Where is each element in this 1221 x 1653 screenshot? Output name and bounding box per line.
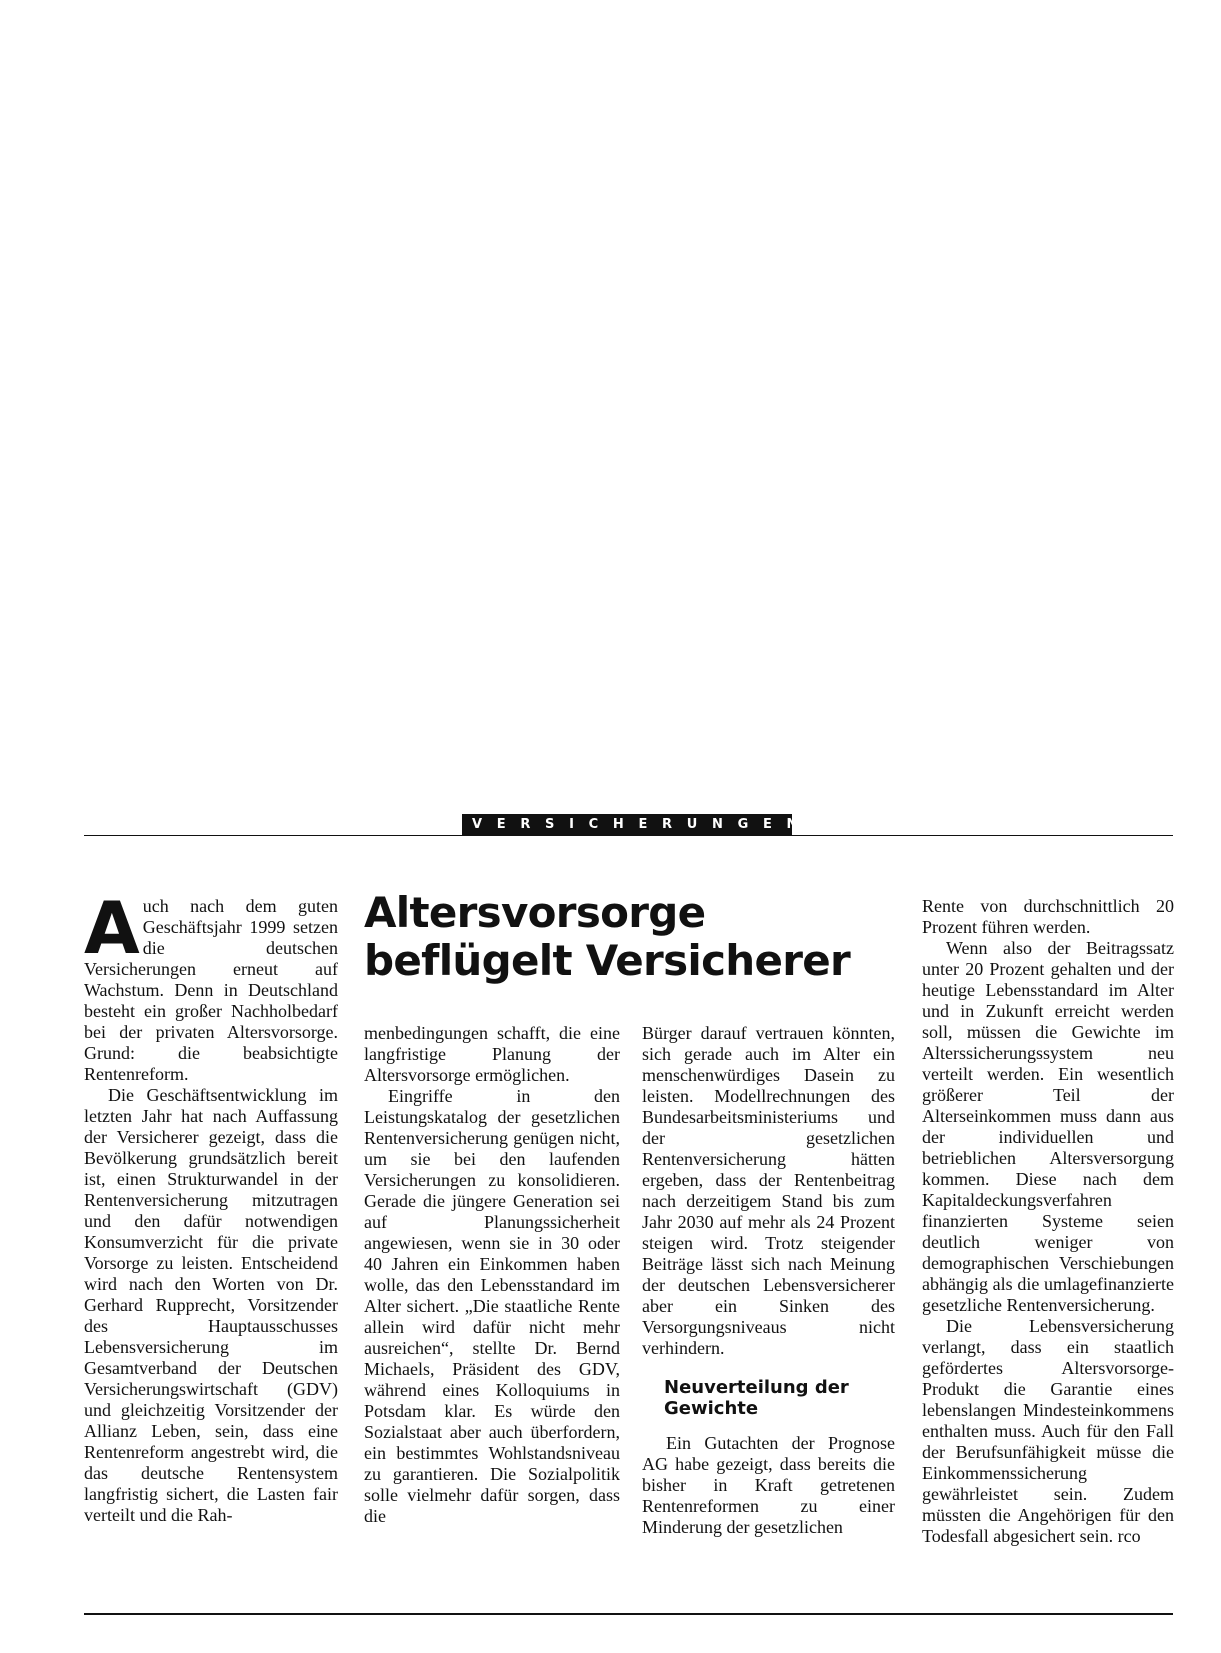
body-paragraph: Rente von durchschnittlich 20 Prozent führen werden.: [922, 896, 1174, 937]
top-rule: [84, 835, 1173, 836]
body-paragraph: Ein Gutachten der Prognose AG habe gezeigt, dass bereits die bisher in Kraft getretenen Rentenreformen zu einer Minderung der gesetzlichen: [642, 1433, 895, 1537]
body-paragraph: Bürger darauf vertrauen könnten, sich gerade auch im Alter ein menschenwürdiges Dasein zu leisten. Modellrechnungen des Bundesarbeitsministeriums und der gesetzlichen Rentenversicherung hätten ergeben, dass der Rentenbeitrag nach derzeitigem Stand bis zum Jahr 2030 auf mehr als 24 Prozent steigen wird. Trotz steigender Beiträge lässt sich nach Meinung der deutschen Lebensversicherer aber ein Sinken des Versorgungsniveaus nicht verhindern.: [642, 1023, 895, 1358]
section-label: VERSICHERUNGEN: [462, 814, 792, 835]
body-paragraph: Eingriffe in den Leistungskatalog der gesetzlichen Rentenversicherung genügen nicht, um sie bei den laufenden Versicherungen zu konsolidieren. Gerade die jüngere Generation sei auf Planungssicherheit angewiesen, wenn sie in 30 oder 40 Jahren ein Einkommen haben wolle, das den Lebensstandard im Alter sichert. „Die staatliche Rente allein wird dafür nicht mehr ausreichen“, stellte Dr. Bernd Michaels, Präsident des GDV, während eines Kolloquiums in Potsdam klar. Es würde den Sozialstaat aber auch überfordern, ein bestimmtes Wohlstandsniveau zu garantieren. Die Sozialpolitik solle vielmehr dafür sorgen, dass die: [364, 1086, 620, 1526]
body-paragraph: Die Geschäftsentwicklung im letzten Jahr hat nach Auffassung der Versicherer gezeigt, dass die Bevölkerung grundsätzlich bereit ist, einen Strukturwandel in der Rentenversicherung mitzutragen und den dafür notwendigen Konsumverzicht für die private Vorsorge zu leisten. Entscheidend wird nach den Worten von Dr. Gerhard Rupprecht, Vorsitzender des Hauptausschusses Lebensversicherung im Gesamtverband der Deutschen Versicherungswirtschaft (GDV) und gleichzeitig Vorsitzender der Allianz Leben, sein, dass eine Rentenreform angestrebt wird, die das deutsche Rentensystem langfristig sichert, die Lasten fair verteilt und die Rah-: [84, 1085, 338, 1525]
bottom-rule: [84, 1613, 1173, 1615]
body-paragraph: Wenn also der Beitragssatz unter 20 Prozent gehalten und der heutige Lebensstandard im Alter und in Zukunft erreicht werden soll, müssen die Gewichte im Alterssicherungssystem neu verteilt werden. Ein wesentlich größerer Teil der Alterseinkommen muss dann aus der individuellen und betrieblichen Altersversorgung kommen. Diese nach dem Kapitaldeckungsverfahren finanzierten Systeme seien deutlich weniger von demographischen Verschiebungen abhängig als die umlagefinanzierte gesetzliche Rentenversicherung.: [922, 938, 1174, 1315]
drop-cap: A: [84, 886, 140, 970]
article-headline: Altersvorsorge beflügelt Versicherer: [364, 888, 851, 985]
article-column-3: [642, 1023, 895, 1538]
article-column-4: [922, 896, 1174, 1547]
body-paragraph: Die Lebensversicherung verlangt, dass ein staatlich gefördertes Altersvorsorge-Produkt die Garantie eines lebenslangen Mindesteinkommens enthalten muss. Auch für den Fall der Berufsunfähigkeit müsse die Einkommenssicherung gewährleistet sein. Zudem müssten die Angehörigen für den Todesfall abgesichert sein. rco: [922, 1316, 1174, 1546]
article-column-2: [364, 1023, 620, 1527]
subheading: Neuverteilung der Gewichte: [664, 1377, 849, 1419]
lead-text: uch nach dem guten Geschäftsjahr 1999 setzen die deutschen Versicherungen erneut auf Wachstum. Denn in Deutschland besteht ein großer Nachholbedarf bei der privaten Altersvorsorge. Grund: die beabsichtigte Rentenreform.: [84, 896, 338, 1084]
article-column-1: [84, 886, 338, 1526]
body-paragraph: menbedingungen schafft, die eine langfristige Planung der Altersvorsorge ermöglichen.: [364, 1023, 620, 1085]
lead-paragraph: [84, 886, 338, 1085]
